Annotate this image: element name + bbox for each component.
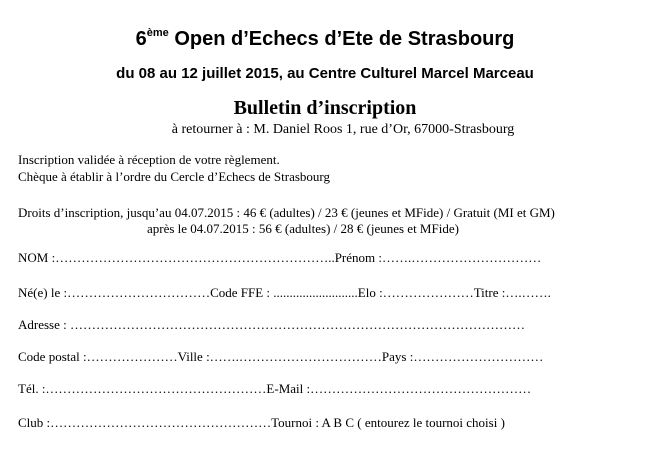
fee-line-after: après le 04.07.2015 : 56 € (adultes) / 28 € (jeunes et MFide) xyxy=(147,221,459,236)
field-cp-ville-pays[interactable]: Code postal :…………………Ville :…….……………………………Pays :………………………… xyxy=(18,349,544,364)
note-validation: Inscription validée à réception de votre règlement. xyxy=(18,152,280,167)
field-tel-email[interactable]: Tél. :……………………………………………E-Mail :…………………………………………… xyxy=(18,381,532,396)
tournament-dates: du 08 au 12 juillet 2015, au Centre Culturel Marcel Marceau xyxy=(116,65,534,82)
field-club-tournoi[interactable]: Club :……………………………………………Tournoi : A B C ( entourez le tournoi choisi ) xyxy=(18,415,505,430)
field-naissance-ffe-elo-titre[interactable]: Né(e) le :……………………………Code FFE : ..........................Elo :…………………Titre :….……. xyxy=(18,285,551,300)
field-nom-prenom[interactable]: NOM :………………………………………………………..Prénom :…….………………………… xyxy=(18,250,542,265)
fee-line-before: Droits d’inscription, jusqu’au 04.07.2015 : 46 € (adultes) / 23 € (jeunes et MFide) / Gratuit (MI et GM) xyxy=(18,205,555,220)
return-address: à retourner à : M. Daniel Roos 1, rue d’Or, 67000-Strasbourg xyxy=(171,122,515,137)
title-text: Open d’Echecs d’Ete de Strasbourg xyxy=(174,28,515,50)
tournament-title xyxy=(0,28,650,51)
title-ordinal-suffix: ème xyxy=(146,27,169,39)
field-adresse[interactable]: Adresse : …………………………………………………………………………………………… xyxy=(18,317,525,332)
bulletin-heading: Bulletin d’inscription xyxy=(233,97,417,119)
note-cheque: Chèque à établir à l’ordre du Cercle d’Echecs de Strasbourg xyxy=(18,169,330,184)
title-ordinal: 6 xyxy=(135,28,147,50)
